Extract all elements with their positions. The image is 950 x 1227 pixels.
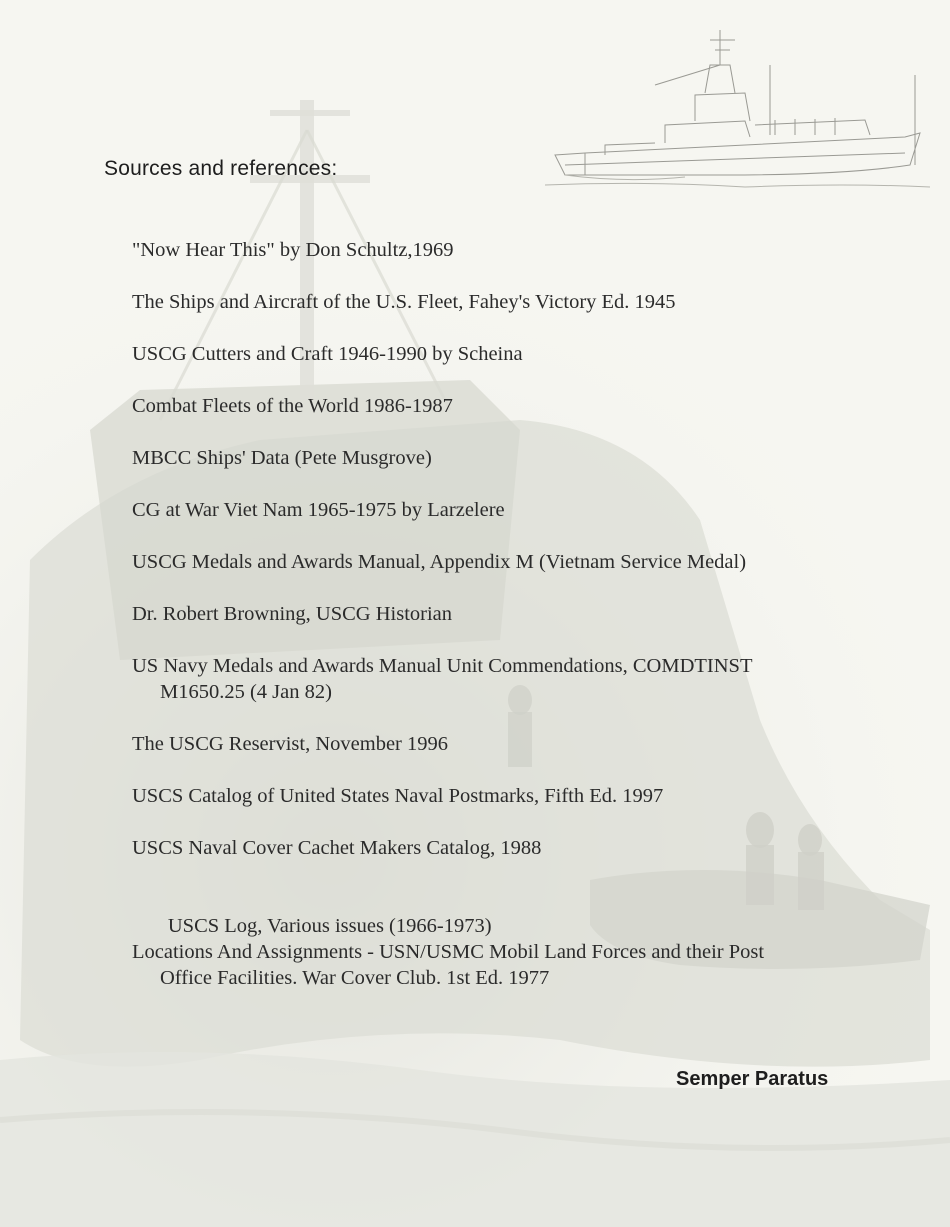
reference-item: [132, 835, 541, 861]
reference-text: USCG Medals and Awards Manual, Appendix M (Vietnam Service Medal): [132, 551, 747, 573]
reference-text: MBCC Ships' Data (Pete Musgrove): [132, 447, 432, 469]
reference-text: USCS Log, Various issues (1966-1973): [162, 915, 492, 937]
reference-text: USCG Cutters and Craft 1946-1990 by Scheina: [132, 343, 523, 365]
ship-sketch-illustration: [545, 25, 930, 195]
reference-text: CG at War Viet Nam 1965-1975 by Larzelere: [132, 499, 505, 521]
reference-item: [132, 601, 452, 627]
reference-item: [132, 237, 454, 263]
reference-text: Dr. Robert Browning, USCG Historian: [132, 603, 453, 625]
reference-text: US Navy Medals and Awards Manual Unit Commendations, COMDTINST: [132, 655, 753, 677]
reference-item: [132, 549, 746, 575]
reference-text: Combat Fleets of the World 1986-1987: [132, 395, 453, 417]
reference-item: [132, 445, 432, 471]
reference-text: "Now Hear This" by Don Schultz,1969: [132, 239, 454, 261]
closing-motto: Semper Paratus: [676, 1068, 829, 1090]
reference-item: [132, 783, 663, 809]
reference-text: The USCG Reservist, November 1996: [132, 733, 448, 755]
reference-text: USCS Naval Cover Cachet Makers Catalog, 1988: [132, 837, 542, 859]
reference-item: [132, 653, 752, 705]
reference-item: [132, 731, 448, 757]
reference-item: [132, 497, 505, 523]
reference-text-continuation: M1650.25 (4 Jan 82): [160, 681, 332, 703]
reference-text: Locations And Assignments - USN/USMC Mobil Land Forces and their Post: [132, 941, 765, 963]
reference-item: [132, 939, 764, 991]
page-heading: Sources and references:: [104, 157, 338, 180]
reference-text: The Ships and Aircraft of the U.S. Fleet, Fahey's Victory Ed. 1945: [132, 291, 676, 313]
reference-item: [132, 289, 676, 315]
reference-text: USCS Catalog of United States Naval Postmarks, Fifth Ed. 1997: [132, 785, 664, 807]
reference-item: [132, 341, 523, 367]
reference-item: [132, 393, 453, 419]
reference-text-continuation: Office Facilities. War Cover Club. 1st Ed. 1977: [160, 967, 550, 989]
